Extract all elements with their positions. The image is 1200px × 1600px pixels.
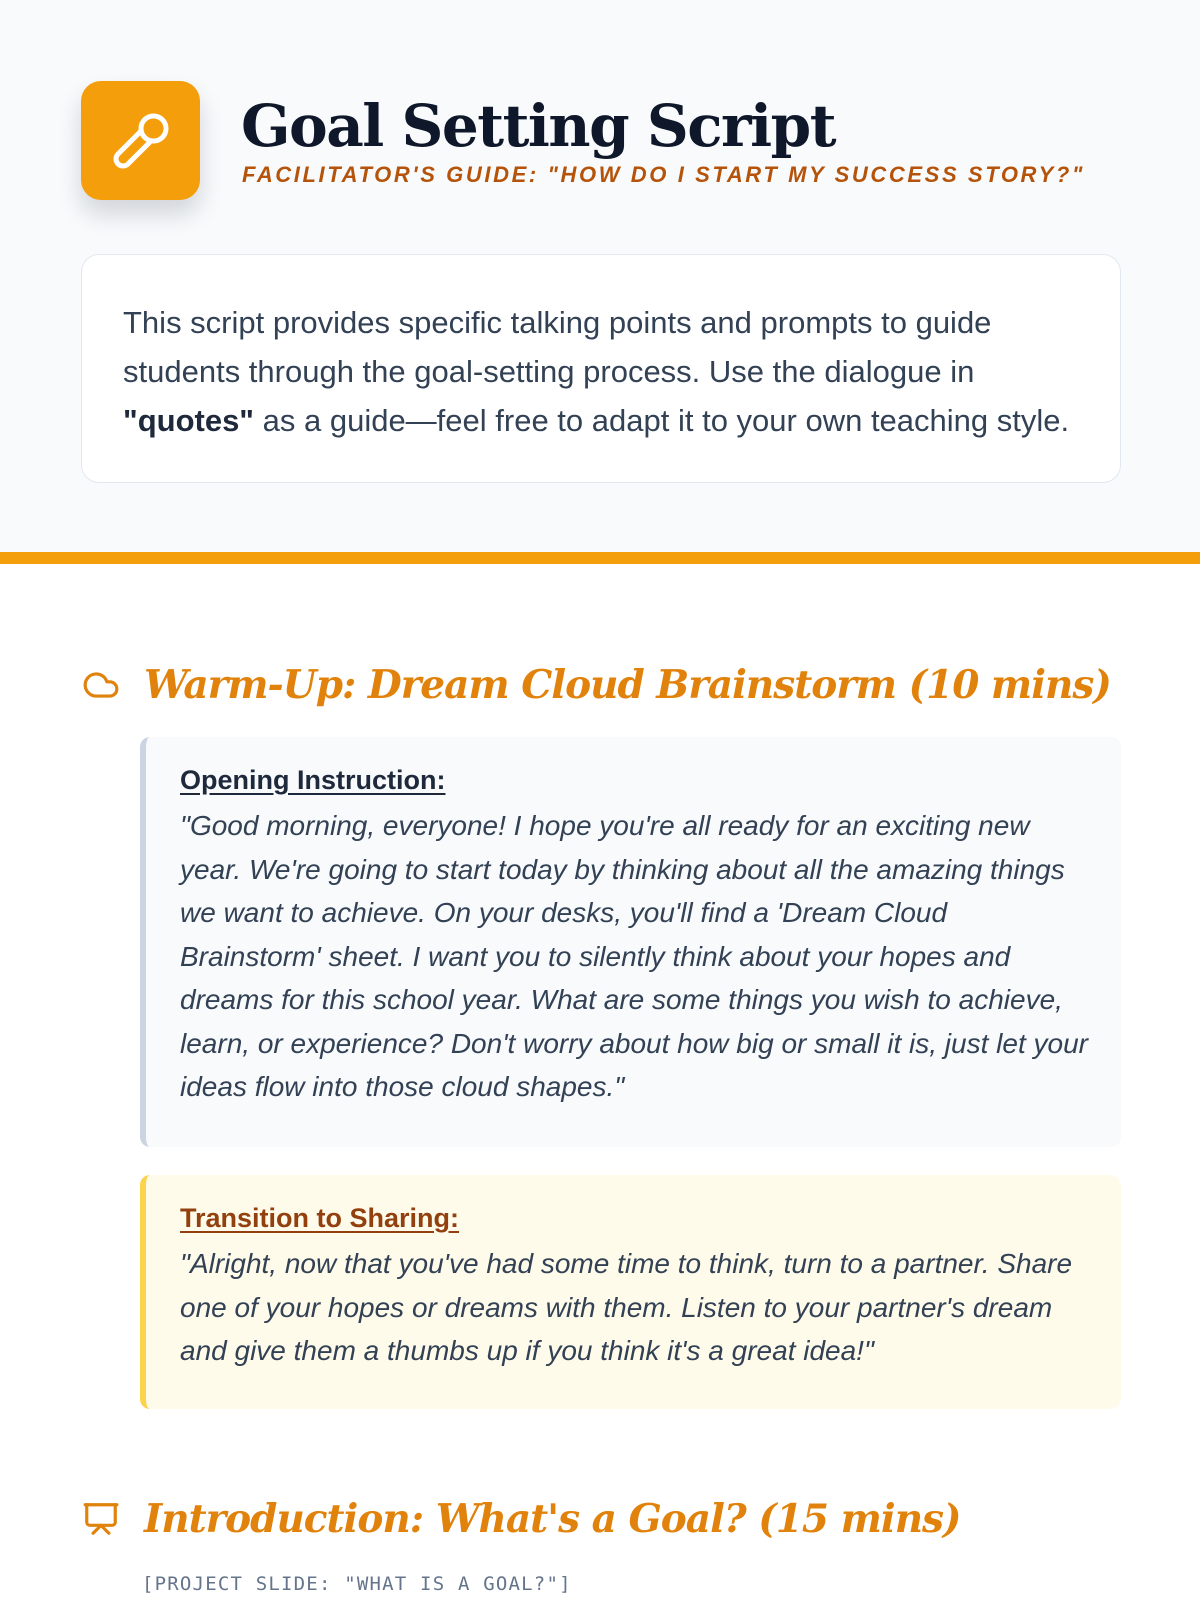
page-header	[0, 0, 1200, 564]
section-title-introduction: Introduction: What's a Goal? (15 mins)	[144, 1496, 961, 1542]
intro-text	[123, 298, 1080, 445]
intro-text-part1: This script provides specific talking points and prompts to guide students through the goal-setting process. Use the dialogue in	[123, 305, 992, 389]
intro-text-part2: as a guide—feel free to adapt it to your own teaching style.	[254, 403, 1070, 438]
microphone-icon	[111, 111, 171, 171]
transition-label: Transition to Sharing:	[180, 1203, 460, 1233]
presentation-icon	[82, 1500, 120, 1538]
transition-text: "Alright, now that you've had some time to think, turn to a partner. Share one of your hopes or dreams with them. Listen to your partner's dream and give them a thumbs up if you think it's a great idea!"	[180, 1248, 1073, 1366]
logo-badge	[81, 81, 200, 200]
intro-card	[81, 254, 1121, 483]
opening-instruction-label: Opening Instruction:	[180, 765, 446, 795]
section-icon-wrap	[81, 665, 121, 705]
section-title-warm-up: Warm-Up: Dream Cloud Brainstorm (10 mins)	[144, 662, 1111, 708]
section-heading-introduction	[81, 1491, 1141, 1547]
section-heading-warm-up	[81, 657, 1141, 713]
cloud-icon	[82, 666, 120, 704]
opening-instruction-box	[140, 737, 1121, 1147]
page-subtitle: FACILITATOR'S GUIDE: "HOW DO I START MY SUCCESS STORY?"	[242, 162, 1085, 187]
transition-box	[140, 1175, 1121, 1409]
opening-instruction-text: "Good morning, everyone! I hope you're all ready for an exciting new year. We're going to start today by thinking about all the amazing things we want to achieve. On your desks, you'll find a 'Dream Cloud Brainstorm' sheet. I want you to silently think about your hopes and dreams for this school year. What are some things you wish to achieve, learn, or experience? Don't worry about how big or small it is, just let your ideas flow into those cloud shapes."	[180, 810, 1088, 1102]
intro-text-bold: "quotes"	[123, 403, 255, 438]
slide-note: [PROJECT SLIDE: "WHAT IS A GOAL?"]	[142, 1573, 572, 1595]
section-icon-wrap	[81, 1499, 121, 1539]
page-title: Goal Setting Script	[241, 92, 835, 160]
